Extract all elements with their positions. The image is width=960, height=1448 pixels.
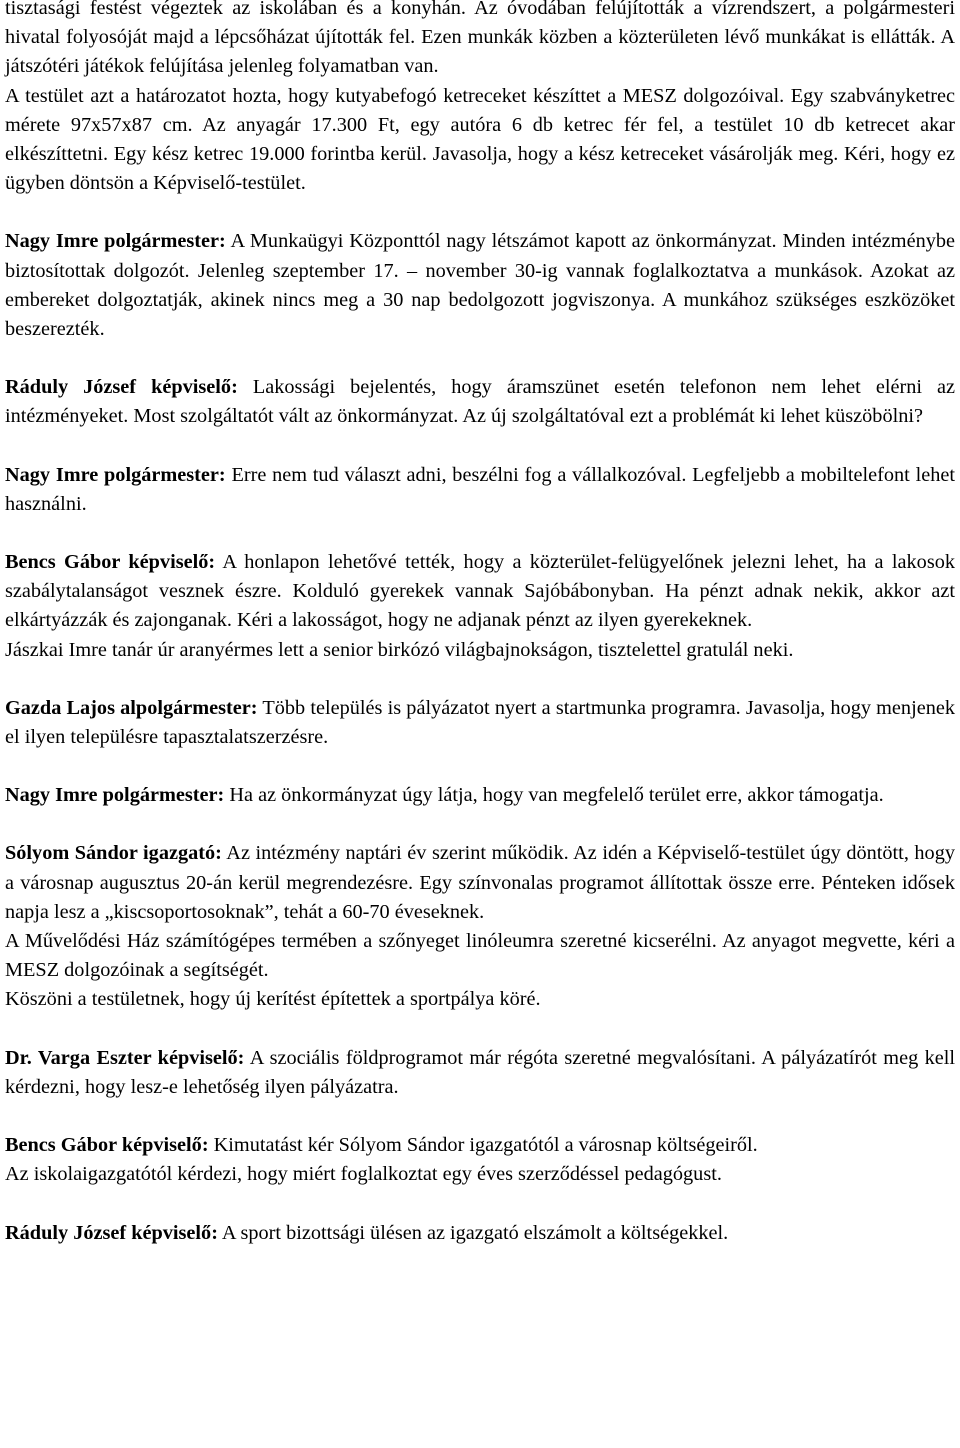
speaker-name: Ráduly József képviselő: <box>5 1221 218 1244</box>
paragraph-text: Az intézmény naptári év szerint működik. Az idén a Képviselő-testület úgy döntött, hogy a városnap augusztus 20-án kerül megrendezésre. Egy színvonalas programot állítottak össze erre. Pénteken idősek napja lesz a „kiscsoportosoknak”, tehát a 60-70 éveseknek. <box>5 842 955 923</box>
paragraph-renovation <box>5 0 955 82</box>
paragraph-text: A sport bizottsági ülésen az igazgató elszámolt a költségekkel. <box>217 1221 729 1244</box>
paragraph-text: A testület azt a határozatot hozta, hogy kutyabefogó ketreceket készíttet a MESZ dolgozóival. Egy szabványketrec mérete 97x57x87 cm. Az anyagár 17.300 Ft, egy autóra 6 db ketrec fér fel, a testület 10 db ketrecet akar elkészíttetni. Egy kész ketrec 19.000 forintba kerül. Javasolja, hogy a kész ketreceket vásárolják meg. Kéri, hogy ez ügyben döntsön a Képviselő-testület. <box>5 84 955 195</box>
paragraph-bencs-gabor-2 <box>5 1131 955 1160</box>
paragraph-varga-eszter <box>5 1044 955 1102</box>
paragraph-text: Jászkai Imre tanár úr aranyérmes lett a senior birkózó világbajnokságon, tisztelettel gratulál neki. <box>5 638 794 661</box>
speaker-name: Nagy Imre polgármester: <box>5 230 226 253</box>
paragraph-text: A Művelődési Ház számítógépes termében a szőnyeget linóleumra szeretné kicserélni. Az anyagot megvette, kéri a MESZ dolgozóinak a segítségét. <box>5 930 955 982</box>
speaker-name: Nagy Imre polgármester: <box>5 784 225 807</box>
paragraph-gazda-lajos <box>5 694 955 752</box>
speaker-name: Nagy Imre polgármester: <box>5 463 226 486</box>
paragraph-text: Ha az önkormányzat úgy látja, hogy van megfelelő terület erre, akkor támogatja. <box>224 784 884 807</box>
paragraph-nagy-imre-2 <box>5 461 955 519</box>
paragraph-text: Köszöni a testületnek, hogy új kerítést építettek a sportpálya köré. <box>5 988 541 1011</box>
paragraph-school-director <box>5 1160 955 1189</box>
paragraph-text: Az iskolaigazgatótól kérdezi, hogy miért foglalkoztat egy éves szerződéssel pedagógust. <box>5 1163 722 1186</box>
paragraph-text: A szociális földprogramot már régóta szeretné megvalósítani. A pályázatírót meg kell kérdezni, hogy lesz-e lehetőség ilyen pályázatra. <box>5 1046 956 1098</box>
paragraph-nagy-imre-1 <box>5 227 955 344</box>
paragraph-carpet <box>5 927 955 985</box>
paragraph-nagy-imre-3 <box>5 781 955 810</box>
paragraph-fence <box>5 985 955 1014</box>
paragraph-text: Kimutatást kér Sólyom Sándor igazgatótól a városnap költségeiről. <box>208 1134 758 1157</box>
paragraph-text: A Munkaügyi Központtól nagy létszámot kapott az önkormányzat. Minden intézménybe biztosítottak dolgozót. Jelenleg szeptember 17. – november 30-ig vannak foglalkoztatva a munkások. Azokat az embereket dolgoztatják, akinek nincs meg a 30 nap bedolgozott jogviszonya. A munkához szükséges eszközöket beszerezték. <box>5 230 955 341</box>
speaker-name: Bencs Gábor képviselő: <box>5 551 216 574</box>
paragraph-bencs-gabor-1 <box>5 548 955 636</box>
paragraph-solyom-sandor <box>5 839 955 927</box>
speaker-name: Sólyom Sándor igazgató: <box>5 842 222 865</box>
speaker-name: Bencs Gábor képviselő: <box>5 1134 209 1157</box>
speaker-name: Gazda Lajos alpolgármester: <box>5 696 258 719</box>
paragraph-dog-cages <box>5 82 955 199</box>
paragraph-raduly-jozsef-1 <box>5 373 955 431</box>
paragraph-text: tisztasági festést végeztek az iskolában és a konyhán. Az óvodában felújították a vízrendszert, a polgármesteri hivatal folyosóját majd a lépcsőházat újították fel. Ezen munkák közben a közterületen lévő munkákat is ellátták. A játszótéri játékok felújítása jelenleg folyamatban van. <box>5 0 955 78</box>
paragraph-text: Lakossági bejelentés, hogy áramszünet esetén telefonon nem lehet elérni az intézményeket. Most szolgáltatót vált az önkormányzat. Az új szolgáltatóval ezt a problémát ki lehet küszöbölni? <box>5 376 955 428</box>
paragraph-raduly-jozsef-2 <box>5 1219 955 1248</box>
speaker-name: Ráduly József képviselő: <box>5 376 238 399</box>
paragraph-congratulation <box>5 636 955 665</box>
paragraph-text: Több település is pályázatot nyert a startmunka programra. Javasolja, hogy menjenek el ilyen településre tapasztalatszerzésre. <box>5 696 955 749</box>
paragraph-text: Erre nem tud választ adni, beszélni fog a vállalkozóval. Legfeljebb a mobiltelefont lehet használni. <box>5 463 955 515</box>
speaker-name: Dr. Varga Eszter képviselő: <box>5 1046 245 1069</box>
paragraph-text: A honlapon lehetővé tették, hogy a közterület-felügyelőnek jelezni lehet, ha a lakosok szabálytalanságot vesznek észre. Kolduló gyerekek vannak Sajóbábonyban. Ha pénzt adnak nekik, akkor azt elkártyázzák és zajonganak. Kéri a lakosságot, hogy ne adjanak pénzt az ilyen gyerekeknek. <box>5 551 955 632</box>
